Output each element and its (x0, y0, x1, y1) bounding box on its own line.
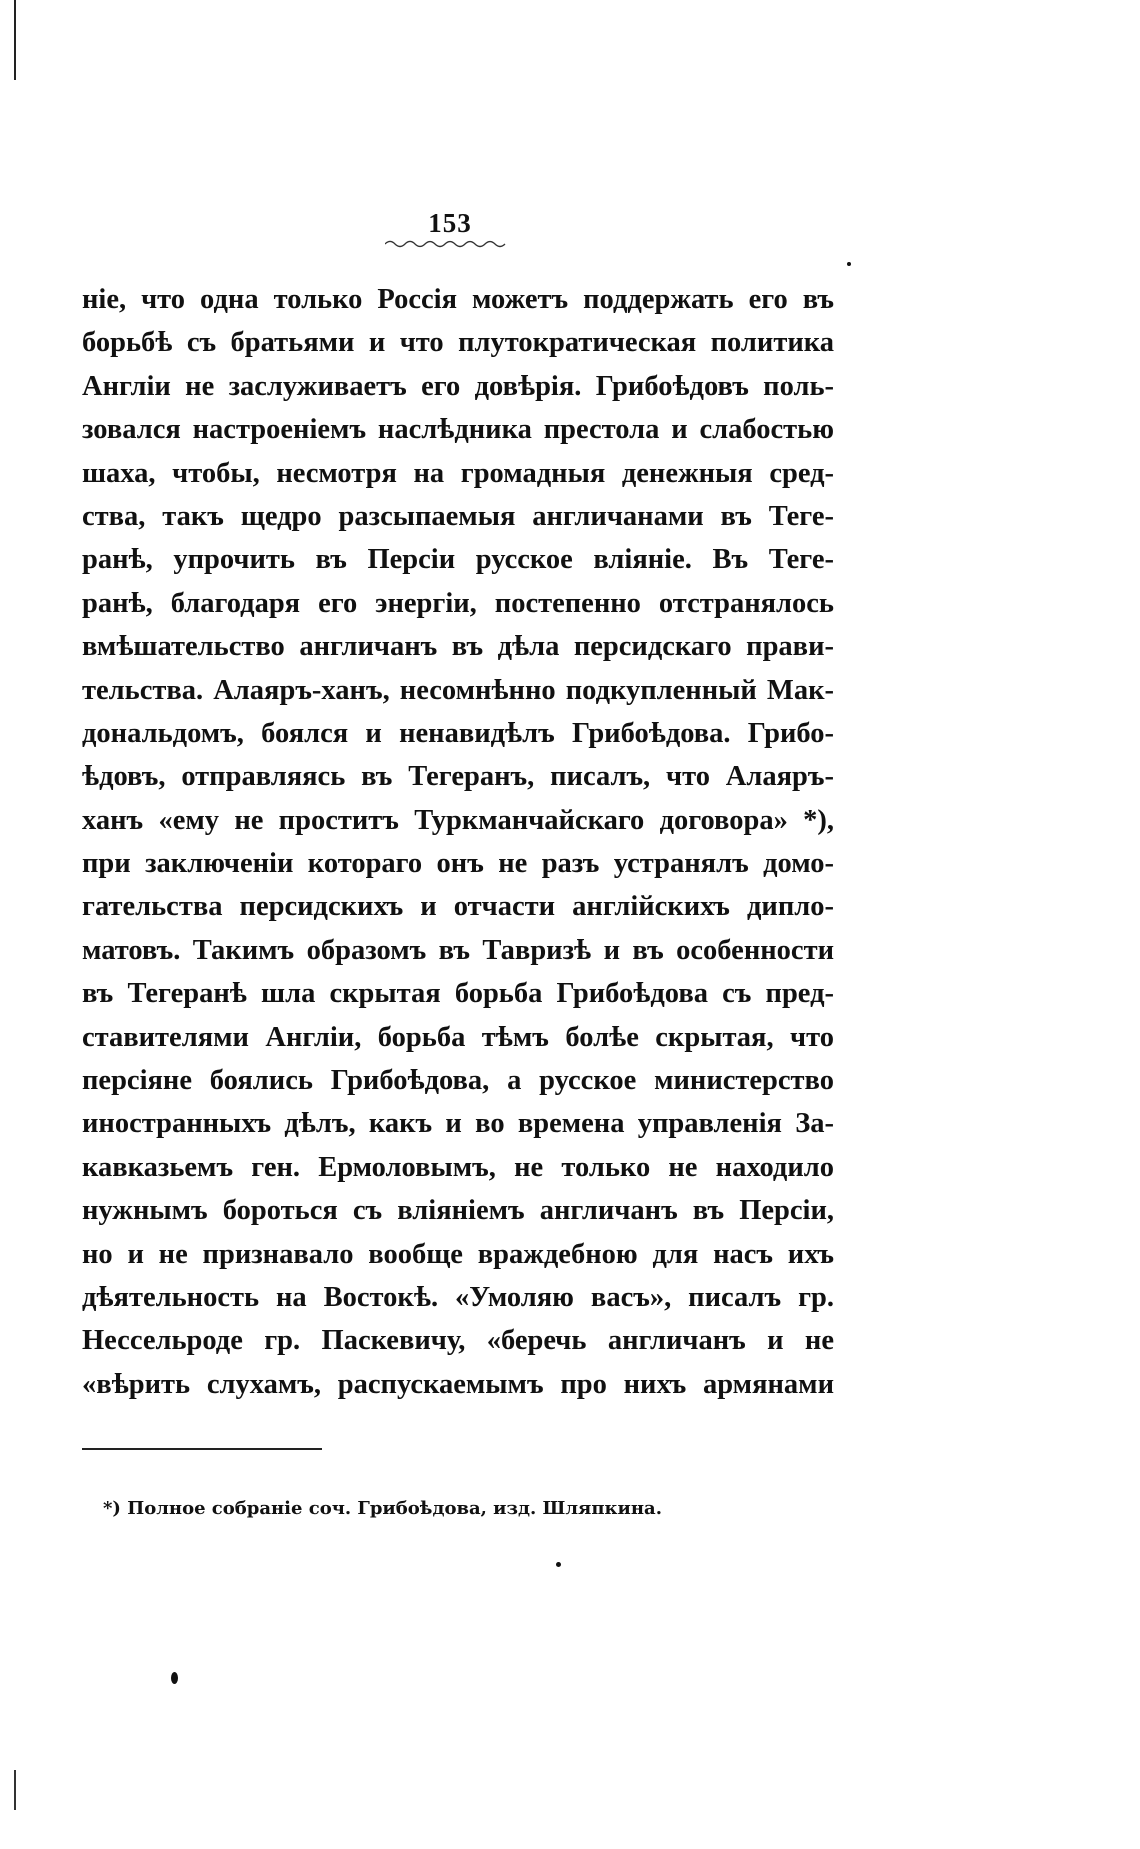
text-line: ранѣ, упрочить въ Персіи русское вліяніе. Въ Теге- (82, 544, 834, 576)
text-line: ставителями Англіи, борьба тѣмъ болѣе скрытая, что (82, 1021, 834, 1053)
scan-edge-line-bottom (14, 1770, 16, 1810)
text-line: нужнымъ бороться съ вліяніемъ англичанъ въ Персіи, (82, 1195, 834, 1227)
text-line: дональдомъ, боялся и ненавидѣлъ Грибоѣдова. Грибо- (82, 717, 834, 749)
text-line: при заключеніи котораго онъ не разъ устранялъ домо- (82, 848, 834, 880)
footnote-rule (82, 1448, 322, 1450)
text-line: вмѣшательство англичанъ въ дѣла персидскаго прави- (82, 631, 834, 663)
text-line: ніе, что одна только Россія можетъ поддержать его въ (82, 284, 834, 315)
body-text (82, 278, 834, 1406)
text-line: ства, такъ щедро разсыпаемыя англичанами въ Теге- (82, 500, 834, 532)
text-line: тельства. Алаяръ-ханъ, несомнѣнно подкупленный Мак- (82, 674, 834, 706)
text-line: борьбѣ съ братьями и что плутократическая политика (82, 327, 834, 359)
text-line: шаха, чтобы, несмотря на громадныя денежныя сред- (82, 457, 834, 489)
text-line: персіяне боялись Грибоѣдова, а русское министерство (82, 1065, 834, 1097)
text-line: гательства персидскихъ и отчасти англійскихъ дипло- (82, 891, 834, 923)
text-line: но и не признавало вообще враждебною для насъ ихъ (82, 1238, 834, 1270)
footnote: *) Полное собраніе соч. Грибоѣдова, изд. Шляпкина. (103, 1498, 662, 1519)
page-number: 153 (428, 208, 472, 238)
text-line: Англіи не заслуживаетъ его довѣрія. Грибоѣдовъ поль- (82, 370, 834, 402)
text-line: ранѣ, благодаря его энергіи, постепенно отстранялось (82, 587, 834, 619)
page-number-ornament (385, 238, 515, 248)
text-line: иностранныхъ дѣлъ, какъ и во времена управленія За- (82, 1108, 834, 1140)
text-line: кавказьемъ ген. Ермоловымъ, не только не находило (82, 1151, 834, 1183)
ink-speck (847, 262, 851, 266)
text-line: матовъ. Такимъ образомъ въ Тавризѣ и въ особенности (82, 934, 834, 966)
text-line: Нессельроде гр. Паскевичу, «беречь англичанъ и не (82, 1325, 834, 1357)
ink-speck (171, 1672, 178, 1684)
text-line: дѣятельность на Востокѣ. «Умоляю васъ», писалъ гр. (82, 1281, 834, 1313)
text-line: ханъ «ему не проститъ Туркманчайскаго договора» *), (82, 804, 834, 836)
text-line: ѣдовъ, отправляясь въ Тегеранъ, писалъ, что Алаяръ- (82, 761, 834, 793)
text-line: зовался настроеніемъ наслѣдника престола и слабостью (82, 414, 834, 446)
text-line: въ Тегеранѣ шла скрытая борьба Грибоѣдова съ пред- (82, 978, 834, 1010)
scan-edge-line (14, 0, 16, 80)
ink-speck (556, 1562, 561, 1567)
text-line: «вѣрить слухамъ, распускаемымъ про нихъ армянами (82, 1368, 834, 1400)
